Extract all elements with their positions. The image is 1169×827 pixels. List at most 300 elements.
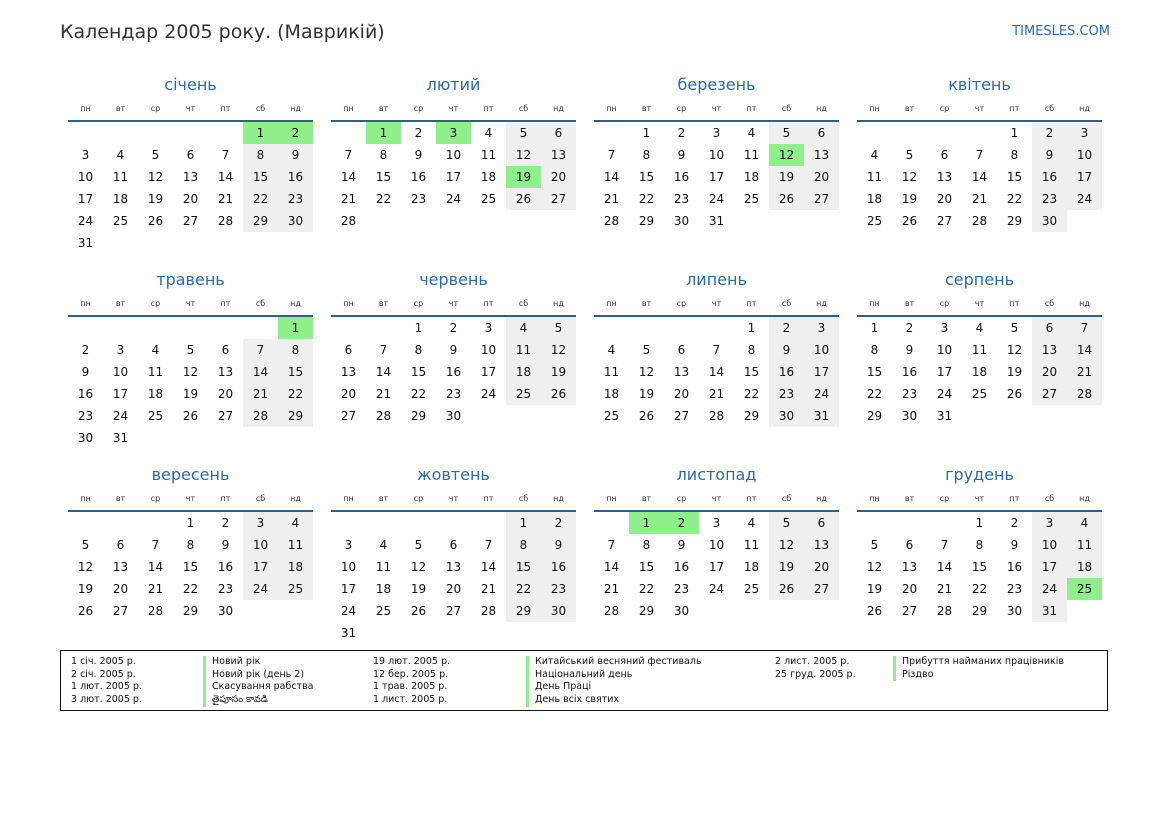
day-cell: 6 bbox=[940, 148, 949, 162]
weekday-label: чт bbox=[185, 103, 196, 113]
day-cell: 20 bbox=[541, 166, 576, 188]
day-cell: 13 bbox=[804, 534, 839, 556]
day-cell: 17 bbox=[936, 365, 953, 379]
day-cell: 17 bbox=[77, 192, 94, 206]
day-cell: 26 bbox=[147, 214, 164, 228]
day-cell: 25 bbox=[112, 214, 129, 228]
day-cell: 28 bbox=[708, 409, 725, 423]
empty-cell bbox=[173, 427, 208, 449]
day-cell: 23 bbox=[77, 409, 94, 423]
day-cell: 24 bbox=[936, 387, 953, 401]
day-cell: 5 bbox=[81, 538, 90, 552]
month-calendar bbox=[857, 464, 1102, 659]
day-cell: 21 bbox=[480, 582, 497, 596]
day-cell: 9 bbox=[278, 144, 313, 166]
day-cell: 14 bbox=[480, 560, 497, 574]
day-cell: 30 bbox=[445, 409, 462, 423]
weekday-label: пн bbox=[343, 298, 354, 308]
weekday-label: вт bbox=[378, 493, 389, 503]
weekday-label: ср bbox=[150, 298, 161, 308]
empty-cell bbox=[471, 405, 506, 427]
day-cell: 5 bbox=[414, 538, 423, 552]
day-cell: 3 bbox=[940, 321, 949, 335]
day-cell: 19 bbox=[901, 192, 918, 206]
weekday-label: чт bbox=[448, 493, 459, 503]
day-cell: 7 bbox=[940, 538, 949, 552]
day-cell: 18 bbox=[112, 192, 129, 206]
legend-holiday: తైపూసం కావడి bbox=[203, 694, 314, 707]
empty-cell bbox=[331, 512, 366, 534]
day-cell: 8 bbox=[1010, 148, 1019, 162]
day-grid bbox=[68, 317, 313, 449]
day-cell: 17 bbox=[340, 582, 357, 596]
weekday-header bbox=[594, 291, 839, 317]
empty-cell bbox=[366, 210, 401, 232]
weekday-header bbox=[857, 486, 1102, 512]
day-cell: 15 bbox=[1006, 170, 1023, 184]
month-name: червень bbox=[419, 270, 488, 289]
day-cell: 4 bbox=[116, 148, 125, 162]
day-cell: 4 bbox=[506, 317, 541, 339]
day-cell: 14 bbox=[217, 170, 234, 184]
empty-cell bbox=[769, 600, 804, 622]
day-cell: 3 bbox=[484, 321, 493, 335]
day-cell: 17 bbox=[1032, 556, 1067, 578]
weekday-label: ср bbox=[150, 103, 161, 113]
day-cell: 2 bbox=[769, 317, 804, 339]
day-cell: 23 bbox=[1032, 188, 1067, 210]
day-cell: 25 bbox=[375, 604, 392, 618]
day-cell: 17 bbox=[804, 361, 839, 383]
day-cell: 18 bbox=[866, 192, 883, 206]
day-cell: 19 bbox=[182, 387, 199, 401]
weekday-label: пн bbox=[80, 298, 91, 308]
day-cell: 19 bbox=[638, 387, 655, 401]
day-cell: 21 bbox=[603, 192, 620, 206]
day-cell: 23 bbox=[673, 192, 690, 206]
day-cell: 9 bbox=[541, 534, 576, 556]
month-calendar bbox=[857, 269, 1102, 464]
day-cell: 12 bbox=[866, 560, 883, 574]
legend-names-col-2 bbox=[526, 656, 702, 707]
day-cell: 8 bbox=[642, 148, 651, 162]
empty-cell bbox=[243, 317, 278, 339]
day-cell: 20 bbox=[217, 387, 234, 401]
empty-cell bbox=[594, 122, 629, 144]
day-cell: 4 bbox=[747, 126, 756, 140]
holiday-legend bbox=[60, 650, 1108, 711]
empty-cell bbox=[1067, 405, 1102, 427]
day-cell: 18 bbox=[743, 170, 760, 184]
day-cell: 12 bbox=[147, 170, 164, 184]
day-cell: 4 bbox=[151, 343, 160, 357]
day-cell: 24 bbox=[445, 192, 462, 206]
empty-cell bbox=[401, 210, 436, 232]
empty-cell bbox=[699, 317, 734, 339]
month-name: квітень bbox=[948, 75, 1011, 94]
day-cell: 3 bbox=[712, 516, 721, 530]
empty-cell bbox=[1067, 210, 1102, 232]
day-cell: 11 bbox=[278, 534, 313, 556]
day-cell: 8 bbox=[870, 343, 879, 357]
day-cell: 30 bbox=[1006, 604, 1023, 618]
day-grid bbox=[857, 512, 1102, 622]
day-cell: 4 bbox=[870, 148, 879, 162]
day-cell: 27 bbox=[340, 409, 357, 423]
weekday-label: нд bbox=[290, 493, 301, 503]
day-cell: 6 bbox=[804, 122, 839, 144]
day-cell: 28 bbox=[603, 214, 620, 228]
day-cell: 9 bbox=[1010, 538, 1019, 552]
day-cell: 13 bbox=[182, 170, 199, 184]
day-cell: 27 bbox=[673, 409, 690, 423]
weekday-label: вт bbox=[115, 103, 126, 113]
day-cell: 10 bbox=[243, 534, 278, 556]
day-cell: 5 bbox=[506, 122, 541, 144]
weekday-header bbox=[68, 291, 313, 317]
day-cell: 20 bbox=[445, 582, 462, 596]
day-cell: 18 bbox=[147, 387, 164, 401]
legend-holiday: Національний день bbox=[526, 669, 702, 682]
day-cell: 10 bbox=[112, 365, 129, 379]
empty-cell bbox=[927, 122, 962, 144]
weekday-label: сб bbox=[255, 103, 266, 113]
month-calendar bbox=[68, 464, 313, 659]
empty-cell bbox=[68, 512, 103, 534]
empty-cell bbox=[278, 232, 313, 254]
weekday-label: ср bbox=[939, 493, 950, 503]
day-cell: 10 bbox=[1032, 534, 1067, 556]
day-grid bbox=[331, 512, 576, 644]
weekday-label: ср bbox=[413, 298, 424, 308]
weekday-label: чт bbox=[974, 493, 985, 503]
day-cell: 24 bbox=[804, 383, 839, 405]
empty-cell bbox=[208, 232, 243, 254]
day-cell: 1 bbox=[642, 126, 651, 140]
day-cell: 4 bbox=[484, 126, 493, 140]
legend-date: 19 лют. 2005 р. bbox=[373, 656, 450, 667]
day-cell: 11 bbox=[743, 148, 760, 162]
day-cell: 6 bbox=[905, 538, 914, 552]
empty-cell bbox=[1032, 405, 1067, 427]
day-cell: 2 bbox=[677, 126, 686, 140]
day-cell: 30 bbox=[673, 214, 690, 228]
weekday-label: пт bbox=[220, 298, 231, 308]
day-cell: 26 bbox=[1006, 387, 1023, 401]
day-cell: 6 bbox=[344, 343, 353, 357]
day-cell: 6 bbox=[1032, 317, 1067, 339]
legend-date: 1 лют. 2005 р. bbox=[71, 681, 142, 693]
weekday-label: нд bbox=[816, 493, 827, 503]
day-cell: 19 bbox=[77, 582, 94, 596]
weekday-label: пн bbox=[80, 493, 91, 503]
day-cell: 11 bbox=[147, 365, 164, 379]
day-cell: 25 bbox=[866, 214, 883, 228]
day-cell: 14 bbox=[147, 560, 164, 574]
legend-date: 1 січ. 2005 р. bbox=[71, 656, 136, 667]
day-cell: 7 bbox=[484, 538, 493, 552]
day-cell: 29 bbox=[182, 604, 199, 618]
empty-cell bbox=[734, 600, 769, 622]
day-cell: 16 bbox=[445, 365, 462, 379]
weekday-label: ср bbox=[413, 493, 424, 503]
day-cell: 20 bbox=[182, 192, 199, 206]
day-cell: 26 bbox=[506, 188, 541, 210]
day-cell: 23 bbox=[410, 192, 427, 206]
day-cell: 30 bbox=[769, 405, 804, 427]
day-cell: 13 bbox=[1032, 339, 1067, 361]
day-cell: 21 bbox=[603, 582, 620, 596]
day-cell: 21 bbox=[936, 582, 953, 596]
day-cell: 29 bbox=[638, 604, 655, 618]
empty-cell bbox=[506, 405, 541, 427]
day-cell: 8 bbox=[506, 534, 541, 556]
weekday-label: пт bbox=[483, 103, 494, 113]
day-cell: 30 bbox=[77, 431, 94, 445]
legend-holiday: Китайський весняний фестиваль bbox=[526, 656, 702, 669]
day-cell: 26 bbox=[182, 409, 199, 423]
empty-cell bbox=[331, 122, 366, 144]
day-cell: 29 bbox=[410, 409, 427, 423]
day-cell: 17 bbox=[480, 365, 497, 379]
weekday-label: вт bbox=[904, 298, 915, 308]
empty-cell bbox=[541, 622, 576, 644]
day-cell: 14 bbox=[708, 365, 725, 379]
day-cell: 1 bbox=[243, 122, 278, 144]
weekday-label: чт bbox=[185, 298, 196, 308]
weekday-label: пн bbox=[606, 493, 617, 503]
day-cell: 5 bbox=[769, 512, 804, 534]
weekday-label: сб bbox=[1044, 493, 1055, 503]
weekday-label: пн bbox=[869, 493, 880, 503]
day-cell: 28 bbox=[971, 214, 988, 228]
day-cell: 5 bbox=[541, 317, 576, 339]
empty-cell bbox=[664, 317, 699, 339]
empty-cell bbox=[471, 512, 506, 534]
day-cell: 15 bbox=[638, 170, 655, 184]
day-cell: 21 bbox=[217, 192, 234, 206]
day-cell: 1 bbox=[747, 321, 756, 335]
weekday-header bbox=[857, 96, 1102, 122]
day-cell: 11 bbox=[1067, 534, 1102, 556]
day-cell: 11 bbox=[112, 170, 129, 184]
month-name: січень bbox=[164, 75, 217, 94]
day-cell: 6 bbox=[449, 538, 458, 552]
weekday-label: чт bbox=[974, 103, 985, 113]
day-cell: 18 bbox=[480, 170, 497, 184]
day-cell: 27 bbox=[804, 578, 839, 600]
day-cell: 25 bbox=[1067, 578, 1102, 600]
empty-cell bbox=[857, 122, 892, 144]
month-name: березень bbox=[677, 75, 756, 94]
day-cell: 11 bbox=[480, 148, 497, 162]
day-cell: 16 bbox=[1032, 166, 1067, 188]
day-cell: 30 bbox=[901, 409, 918, 423]
day-cell: 24 bbox=[1067, 188, 1102, 210]
day-cell: 24 bbox=[708, 192, 725, 206]
day-cell: 12 bbox=[182, 365, 199, 379]
day-cell: 20 bbox=[340, 387, 357, 401]
day-cell: 31 bbox=[936, 409, 953, 423]
weekday-label: нд bbox=[290, 298, 301, 308]
day-grid bbox=[594, 122, 839, 232]
day-cell: 20 bbox=[1032, 361, 1067, 383]
day-cell: 29 bbox=[743, 409, 760, 423]
day-cell: 26 bbox=[901, 214, 918, 228]
day-cell: 28 bbox=[147, 604, 164, 618]
day-cell: 30 bbox=[1032, 210, 1067, 232]
day-cell: 11 bbox=[506, 339, 541, 361]
day-cell: 3 bbox=[804, 317, 839, 339]
day-cell: 1 bbox=[366, 122, 401, 144]
weekday-label: нд bbox=[290, 103, 301, 113]
day-cell: 18 bbox=[278, 556, 313, 578]
day-cell: 29 bbox=[243, 210, 278, 232]
month-name: грудень bbox=[945, 465, 1014, 484]
weekday-label: нд bbox=[816, 298, 827, 308]
weekday-label: вт bbox=[904, 103, 915, 113]
day-cell: 19 bbox=[866, 582, 883, 596]
day-cell: 26 bbox=[77, 604, 94, 618]
month-name: травень bbox=[156, 270, 225, 289]
day-cell: 13 bbox=[673, 365, 690, 379]
day-cell: 26 bbox=[769, 578, 804, 600]
day-cell: 8 bbox=[278, 339, 313, 361]
empty-cell bbox=[331, 317, 366, 339]
day-cell: 6 bbox=[804, 512, 839, 534]
day-cell: 14 bbox=[375, 365, 392, 379]
day-cell: 4 bbox=[607, 343, 616, 357]
day-cell: 13 bbox=[112, 560, 129, 574]
day-cell: 25 bbox=[147, 409, 164, 423]
weekday-label: вт bbox=[115, 298, 126, 308]
weekday-label: нд bbox=[553, 103, 564, 113]
weekday-label: сб bbox=[518, 493, 529, 503]
day-cell: 7 bbox=[379, 343, 388, 357]
day-cell: 4 bbox=[1067, 512, 1102, 534]
empty-cell bbox=[103, 232, 138, 254]
day-cell: 31 bbox=[77, 236, 94, 250]
weekday-label: вт bbox=[378, 298, 389, 308]
day-cell: 3 bbox=[1067, 122, 1102, 144]
empty-cell bbox=[436, 622, 471, 644]
day-cell: 20 bbox=[804, 166, 839, 188]
weekday-label: ср bbox=[150, 493, 161, 503]
legend-holiday: Прибуття найманих працівників bbox=[893, 656, 1064, 669]
legend-date: 25 груд. 2005 р. bbox=[775, 668, 856, 680]
site-link[interactable]: TIMESLES.COM bbox=[1012, 24, 1110, 39]
day-cell: 10 bbox=[708, 148, 725, 162]
day-cell: 7 bbox=[151, 538, 160, 552]
day-cell: 14 bbox=[340, 170, 357, 184]
legend-dates-col-3 bbox=[775, 656, 856, 681]
empty-cell bbox=[138, 427, 173, 449]
weekday-label: чт bbox=[448, 298, 459, 308]
weekday-header bbox=[594, 96, 839, 122]
day-cell: 27 bbox=[541, 188, 576, 210]
day-cell: 12 bbox=[541, 339, 576, 361]
weekday-header bbox=[331, 291, 576, 317]
day-cell: 12 bbox=[77, 560, 94, 574]
day-cell: 8 bbox=[379, 148, 388, 162]
day-cell: 15 bbox=[182, 560, 199, 574]
day-cell: 7 bbox=[975, 148, 984, 162]
day-grid bbox=[68, 512, 313, 622]
day-cell: 21 bbox=[147, 582, 164, 596]
day-cell: 9 bbox=[677, 538, 686, 552]
day-cell: 12 bbox=[506, 144, 541, 166]
empty-cell bbox=[892, 122, 927, 144]
legend-date: 2 січ. 2005 р. bbox=[71, 668, 136, 680]
day-cell: 26 bbox=[769, 188, 804, 210]
day-cell: 14 bbox=[971, 170, 988, 184]
day-cell: 10 bbox=[340, 560, 357, 574]
day-cell: 7 bbox=[344, 148, 353, 162]
weekday-label: чт bbox=[974, 298, 985, 308]
weekday-label: вт bbox=[115, 493, 126, 503]
day-cell: 15 bbox=[506, 556, 541, 578]
day-cell: 2 bbox=[1032, 122, 1067, 144]
day-cell: 2 bbox=[414, 126, 423, 140]
legend-date: 2 лист. 2005 р. bbox=[775, 656, 850, 667]
day-cell: 16 bbox=[1006, 560, 1023, 574]
day-cell: 10 bbox=[445, 148, 462, 162]
day-cell: 10 bbox=[708, 538, 725, 552]
weekday-label: пт bbox=[220, 493, 231, 503]
weekday-label: пт bbox=[746, 103, 757, 113]
legend-date: 3 лют. 2005 р. bbox=[71, 694, 142, 706]
weekday-label: пн bbox=[343, 103, 354, 113]
day-cell: 5 bbox=[151, 148, 160, 162]
empty-cell bbox=[594, 512, 629, 534]
day-cell: 6 bbox=[541, 122, 576, 144]
day-cell: 6 bbox=[677, 343, 686, 357]
weekday-label: сб bbox=[255, 298, 266, 308]
day-cell: 8 bbox=[186, 538, 195, 552]
day-cell: 15 bbox=[243, 166, 278, 188]
weekday-label: нд bbox=[1079, 103, 1090, 113]
day-cell: 17 bbox=[243, 556, 278, 578]
day-cell: 25 bbox=[480, 192, 497, 206]
day-cell: 22 bbox=[243, 188, 278, 210]
day-cell: 27 bbox=[936, 214, 953, 228]
day-cell: 24 bbox=[480, 387, 497, 401]
empty-cell bbox=[138, 122, 173, 144]
month-calendar bbox=[594, 269, 839, 464]
day-cell: 9 bbox=[1032, 144, 1067, 166]
day-cell: 17 bbox=[1067, 166, 1102, 188]
day-cell: 7 bbox=[607, 538, 616, 552]
weekday-label: нд bbox=[553, 298, 564, 308]
empty-cell bbox=[962, 122, 997, 144]
weekday-label: нд bbox=[816, 103, 827, 113]
empty-cell bbox=[208, 317, 243, 339]
empty-cell bbox=[804, 600, 839, 622]
day-cell: 16 bbox=[673, 170, 690, 184]
day-cell: 15 bbox=[375, 170, 392, 184]
day-cell: 14 bbox=[936, 560, 953, 574]
day-cell: 14 bbox=[603, 560, 620, 574]
day-cell: 16 bbox=[278, 166, 313, 188]
weekday-label: пн bbox=[869, 103, 880, 113]
empty-cell bbox=[103, 317, 138, 339]
day-cell: 30 bbox=[541, 600, 576, 622]
empty-cell bbox=[471, 210, 506, 232]
empty-cell bbox=[541, 405, 576, 427]
day-cell: 18 bbox=[375, 582, 392, 596]
day-cell: 5 bbox=[870, 538, 879, 552]
empty-cell bbox=[173, 232, 208, 254]
